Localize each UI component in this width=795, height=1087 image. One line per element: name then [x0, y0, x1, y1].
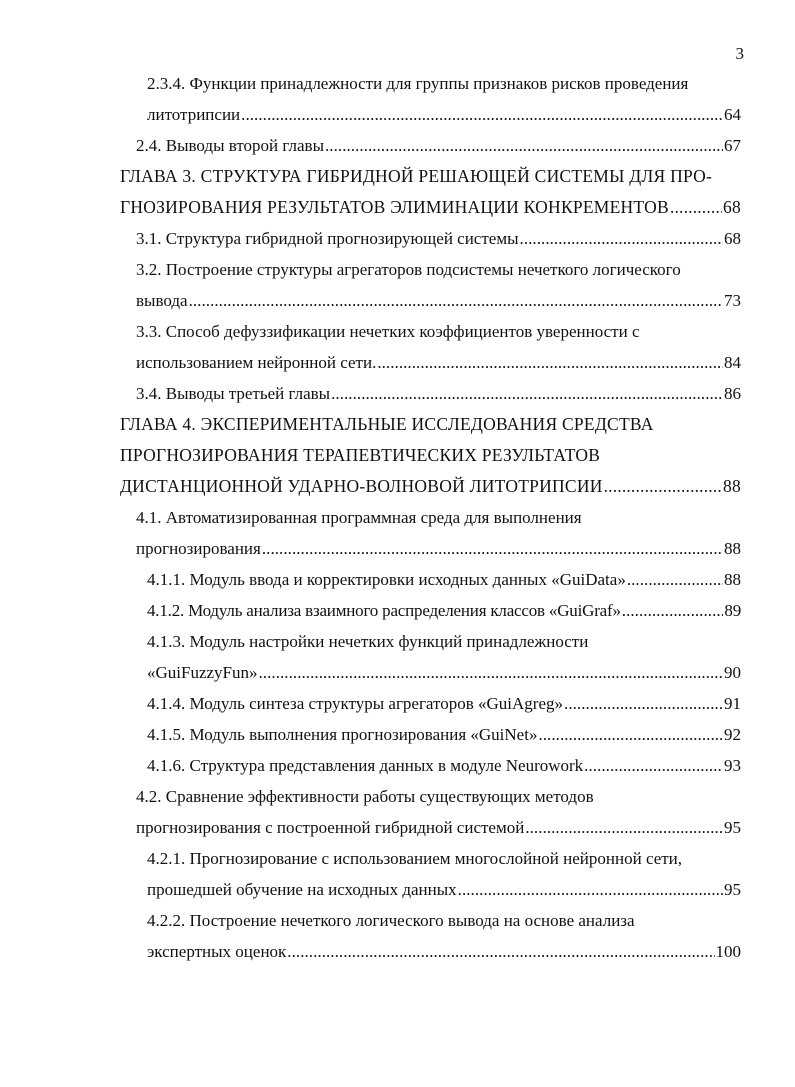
toc-entry-text: ГЛАВА 4. ЭКСПЕРИМЕНТАЛЬНЫЕ ИССЛЕДОВАНИЯ СРЕДСТВА: [120, 414, 654, 434]
toc-entry-ch4[interactable]: [120, 409, 741, 502]
toc-page-number: 93: [724, 756, 741, 775]
toc-entry-text: 4.1.6. Структура представления данных в модуле Neurowork: [147, 756, 584, 775]
toc-page-number: 91: [724, 694, 741, 713]
toc-entry-text: 4.2. Сравнение эффективности работы существующих методов: [136, 787, 594, 806]
toc-entry-4-1-1[interactable]: [147, 564, 741, 595]
toc-entry-text: 4.2.2. Построение нечеткого логического вывода на основе анализа: [147, 911, 635, 930]
toc-page-number: 64: [724, 105, 741, 124]
toc-entry-4-1-3[interactable]: [147, 626, 741, 688]
toc-entry-2-4[interactable]: [136, 130, 741, 161]
dot-leader: [325, 130, 723, 161]
toc-entry-3-4[interactable]: [136, 378, 741, 409]
toc-page-number: 90: [724, 663, 741, 682]
toc-entry-text: вывода: [136, 291, 188, 310]
toc-entry-text: ГНОЗИРОВАНИЯ РЕЗУЛЬТАТОВ ЭЛИМИНАЦИИ КОНКРЕМЕНТОВ: [120, 197, 669, 217]
toc-entry-text: 4.2.1. Прогнозирование с использованием многослойной нейронной сети,: [147, 849, 683, 868]
toc-page-number: 100: [715, 942, 741, 961]
dot-leader: [564, 688, 723, 719]
toc-entry-text: прошедшей обучение на исходных данных: [147, 880, 457, 899]
toc-entry-3-1[interactable]: [136, 223, 741, 254]
toc-entry-text: прогнозирования с построенной гибридной системой: [136, 818, 525, 837]
toc-entry-text: 3.4. Выводы третьей главы: [136, 384, 331, 403]
dot-leader: [377, 347, 723, 378]
toc-page-number: 88: [724, 570, 741, 589]
dot-leader: [627, 564, 723, 595]
dot-leader: [287, 936, 714, 967]
dot-leader: [584, 750, 723, 781]
toc-page-number: 95: [724, 818, 741, 837]
toc-entry-4-1-6[interactable]: [147, 750, 741, 781]
toc-page-number: 92: [724, 725, 741, 744]
toc-entry-text: ДИСТАНЦИОННОЙ УДАРНО-ВОЛНОВОЙ ЛИТОТРИПСИИ: [120, 476, 603, 496]
toc-entry-text: ПРОГНОЗИРОВАНИЯ ТЕРАПЕВТИЧЕСКИХ РЕЗУЛЬТАТОВ: [120, 445, 601, 465]
toc-entry-text: 4.1.3. Модуль настройки нечетких функций принадлежности: [147, 632, 589, 651]
toc-entry-ch3[interactable]: [120, 161, 741, 223]
dot-leader: [604, 471, 722, 502]
toc-entry-text: «GuiFuzzyFun»: [147, 663, 258, 682]
toc-entry-text: 4.1. Автоматизированная программная среда для выполнения: [136, 508, 582, 527]
toc-entry-4-1-2[interactable]: [147, 595, 741, 626]
toc-page-number: 86: [724, 384, 741, 403]
toc-entry-text: 4.1.4. Модуль синтеза структуры агрегаторов «GuiAgreg»: [147, 694, 564, 713]
dot-leader: [331, 378, 723, 409]
toc-page-number: 73: [724, 291, 741, 310]
dot-leader: [622, 595, 724, 626]
toc-page-number: 84: [724, 353, 741, 372]
toc-entry-text: 4.1.5. Модуль выполнения прогнозирования «GuiNet»: [147, 725, 538, 744]
dot-leader: [259, 657, 724, 688]
page-number: 3: [735, 44, 744, 63]
toc-page-number: 88: [723, 476, 741, 496]
dot-leader: [525, 812, 723, 843]
toc-entry-4-1-5[interactable]: [147, 719, 741, 750]
toc-entry-4-1-4[interactable]: [147, 688, 741, 719]
toc-page-number: 68: [723, 197, 741, 217]
toc-entry-text: 4.1.2. Модуль анализа взаимного распределения классов «GuiGraf»: [147, 601, 621, 620]
table-of-contents: [0, 68, 795, 967]
dot-leader: [538, 719, 723, 750]
toc-entry-4-2[interactable]: [136, 781, 741, 843]
toc-entry-text: 2.3.4. Функции принадлежности для группы признаков рисков проведения: [147, 74, 689, 93]
toc-entry-text: использованием нейронной сети.: [136, 353, 377, 372]
toc-page-number: 68: [724, 229, 741, 248]
toc-page-number: 95: [724, 880, 741, 899]
toc-entry-text: 2.4. Выводы второй главы: [136, 136, 324, 155]
dot-leader: [189, 285, 723, 316]
toc-page-number: 89: [724, 601, 741, 620]
toc-entry-text: прогнозирования: [136, 539, 261, 558]
toc-entry-4-2-2[interactable]: [147, 905, 741, 967]
toc-entry-text: 3.1. Структура гибридной прогнозирующей системы: [136, 229, 519, 248]
dot-leader: [458, 874, 723, 905]
toc-entry-text: 4.1.1. Модуль ввода и корректировки исходных данных «GuiData»: [147, 570, 626, 589]
toc-entry-4-2-1[interactable]: [147, 843, 741, 905]
toc-entry-2-3-4[interactable]: [147, 68, 741, 130]
toc-entry-text: 3.2. Построение структуры агрегаторов подсистемы нечеткого логического: [136, 260, 681, 279]
toc-page-number: 88: [724, 539, 741, 558]
dot-leader: [670, 192, 722, 223]
dot-leader: [262, 533, 723, 564]
toc-entry-text: ГЛАВА 3. СТРУКТУРА ГИБРИДНОЙ РЕШАЮЩЕЙ СИСТЕМЫ ДЛЯ ПРО-: [120, 166, 713, 186]
toc-entry-3-3[interactable]: [136, 316, 741, 378]
toc-entry-4-1[interactable]: [136, 502, 741, 564]
toc-entry-3-2[interactable]: [136, 254, 741, 316]
dot-leader: [520, 223, 723, 254]
dot-leader: [241, 99, 723, 130]
toc-entry-text: литотрипсии: [147, 105, 241, 124]
toc-page-number: 67: [724, 136, 741, 155]
toc-entry-text: 3.3. Способ дефуззификации нечетких коэффициентов уверенности с: [136, 322, 640, 341]
toc-entry-text: экспертных оценок: [147, 942, 287, 961]
